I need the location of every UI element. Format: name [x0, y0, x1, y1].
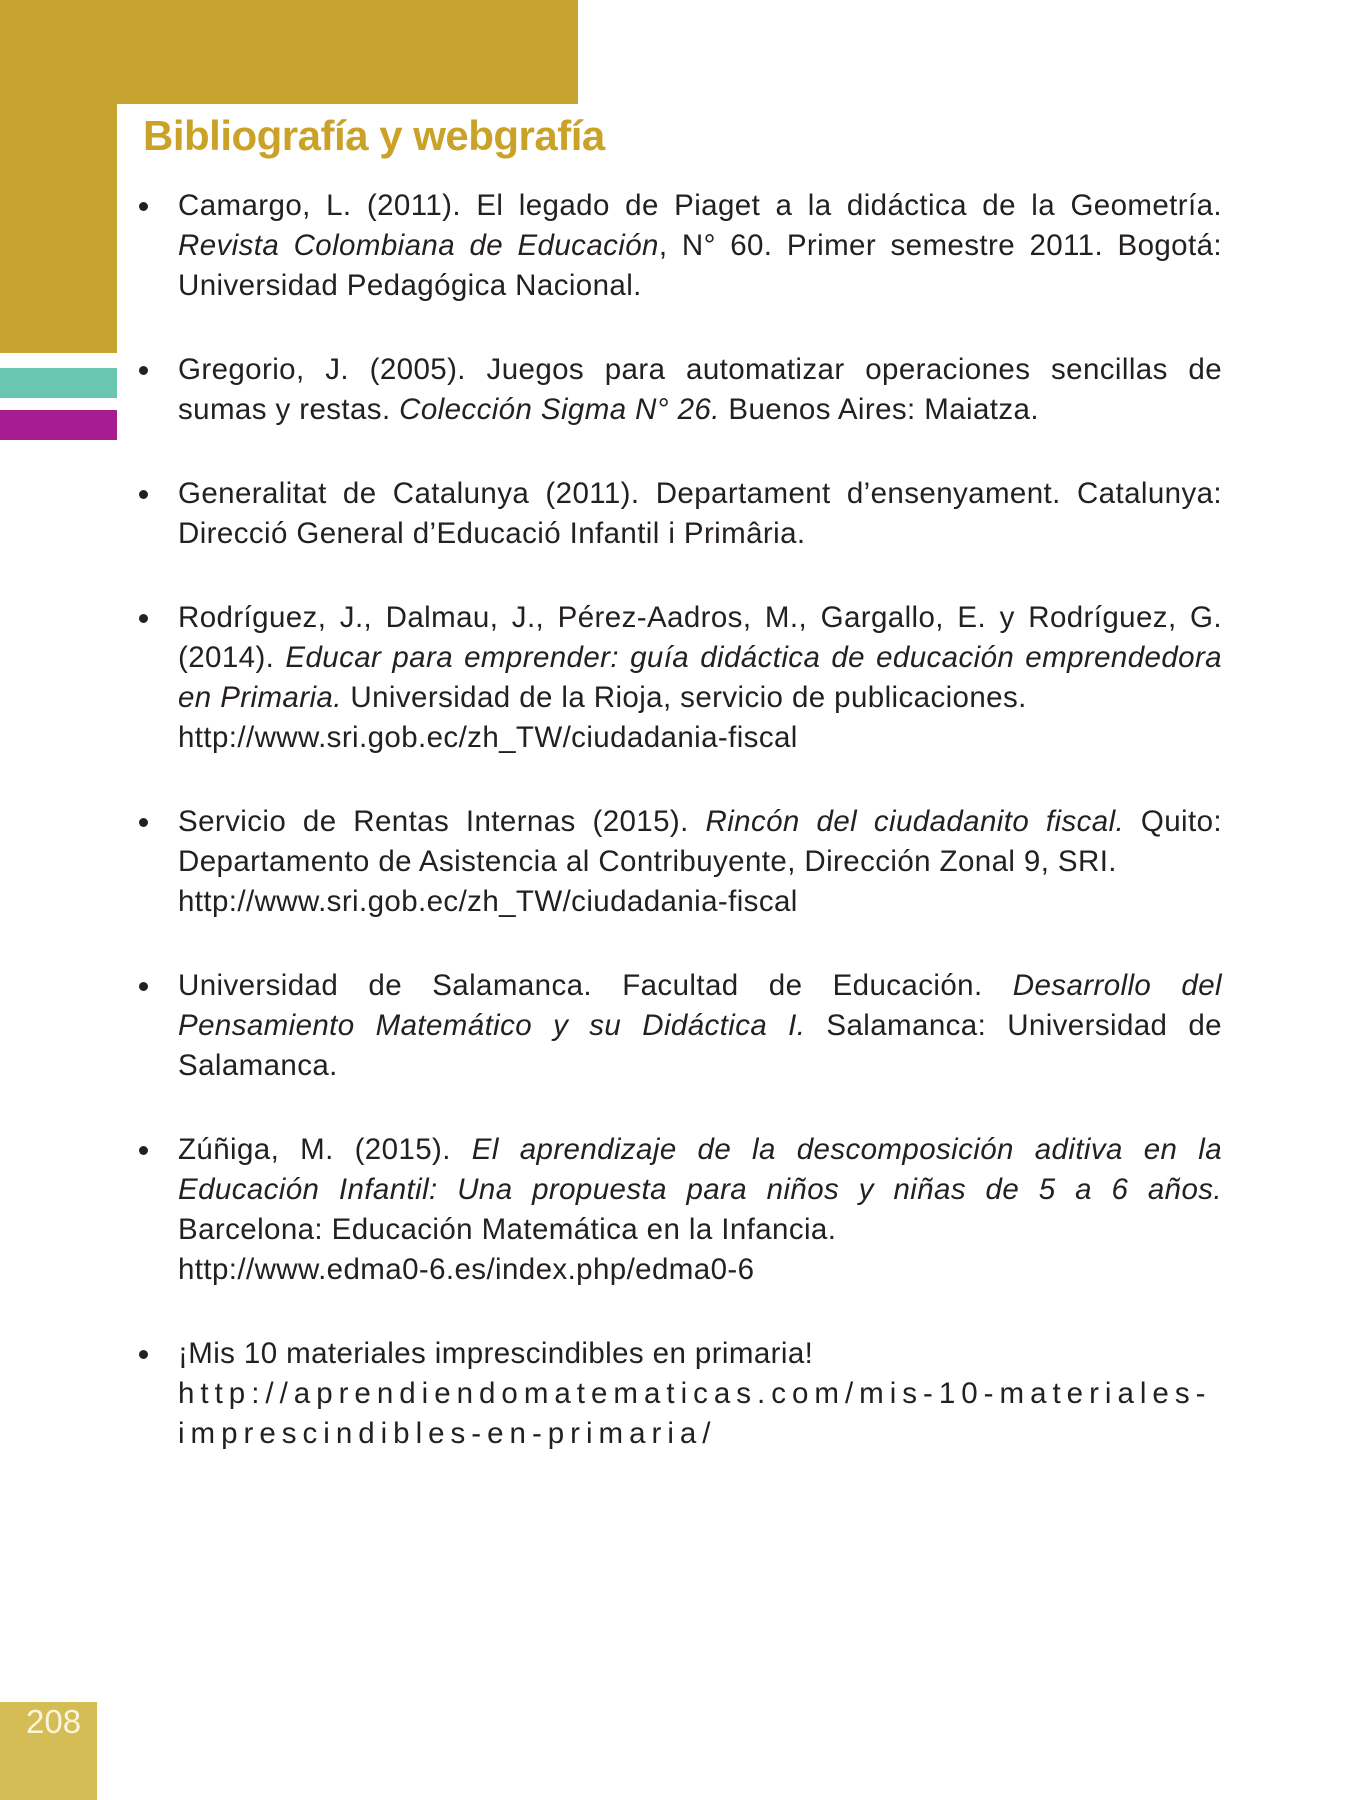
page-number: 208 [26, 1703, 82, 1740]
reference-title-italic: Rincón del ciudadanito fiscal. [705, 805, 1125, 838]
url-text: http://www.sri.gob.ec/zh_TW/ciudadania-fiscal [178, 885, 798, 918]
bullet-icon [139, 366, 148, 375]
bibliography-entry [178, 802, 1222, 922]
reference-text: Buenos Aires: Maiatza. [719, 393, 1039, 426]
page-number-block [0, 1702, 97, 1800]
url-text: http://www.edma0-6.es/index.php/edma0-6 [178, 1253, 755, 1286]
reference-text: Gregorio, J. (2005). Juegos para automatizar operaciones sencillas de sumas y restas. [178, 353, 1222, 426]
reference-text: , N° 60. Primer semestre 2011. Bogotá: Universidad Pedagógica Nacional. [178, 229, 1222, 302]
url-text: http://www.sri.gob.ec/zh_TW/ciudadania-fiscal [178, 721, 798, 754]
reference-text: Barcelona: Educación Matemática en la Infancia. [178, 1213, 837, 1246]
bibliography-entry [178, 1334, 1222, 1454]
teal-accent-bar [0, 368, 117, 398]
reference-title-italic: Desarrollo del Pensamiento Matemático y su Didáctica I. [178, 969, 1222, 1042]
reference-text: Zúñiga, M. (2015). [178, 1133, 472, 1166]
reference-text: Rodríguez, J., Dalmau, J., Pérez-Aadros, M., Gargallo, E. y Rodríguez, G. (2014). [178, 601, 1222, 674]
bibliography-entry [178, 474, 1222, 554]
bibliography-list [178, 186, 1222, 1498]
reference-title-italic: Colección Sigma N° 26. [399, 393, 720, 426]
reference-text: Universidad de Salamanca. Facultad de Educación. [178, 969, 1013, 1002]
gold-left-column [0, 0, 117, 353]
bullet-icon [139, 982, 148, 991]
bullet-icon [139, 1350, 148, 1359]
bullet-icon [139, 818, 148, 827]
bibliography-entry [178, 186, 1222, 306]
reference-title-italic: El aprendizaje de la descomposición aditiva en la Educación Infantil: Una propuesta para niños y niñas de 5 a 6 años. [178, 1133, 1223, 1206]
bullet-icon [139, 490, 148, 499]
page-title: Bibliografía y webgrafía [143, 112, 605, 159]
reference-text: Generalitat de Catalunya (2011). Departament d’ensenyament. Catalunya: Direcció General d’Educació Infantil i Primâria. [178, 477, 1222, 550]
bibliography-entry [178, 350, 1222, 430]
bullet-icon [139, 1146, 148, 1155]
reference-text: Camargo, L. (2011). El legado de Piaget a la didáctica de la Geometría. [178, 189, 1222, 222]
reference-text: Servicio de Rentas Internas (2015). [178, 805, 706, 838]
bibliography-entry [178, 966, 1222, 1086]
reference-text: ¡Mis 10 materiales imprescindibles en primaria! [178, 1337, 814, 1370]
reference-text: Quito: Departamento de Asistencia al Contribuyente, Dirección Zonal 9, SRI. [178, 805, 1222, 878]
reference-title-italic: Educar para emprender: guía didáctica de educación emprendedora en Primaria. [178, 641, 1222, 714]
reference-title-italic: Revista Colombiana de Educación [178, 229, 659, 262]
reference-text: Salamanca: Universidad de Salamanca. [178, 1009, 1222, 1082]
bibliography-entry [178, 1130, 1222, 1290]
bullet-icon [139, 202, 148, 211]
url-text: http://aprendiendomatematicas.com/mis-10-materiales-imprescindibles-en-primaria/ [178, 1377, 1212, 1450]
bibliography-entry [178, 598, 1222, 758]
reference-text: Universidad de la Rioja, servicio de publicaciones. [341, 681, 1027, 714]
bullet-icon [139, 614, 148, 623]
magenta-accent-bar [0, 410, 117, 440]
